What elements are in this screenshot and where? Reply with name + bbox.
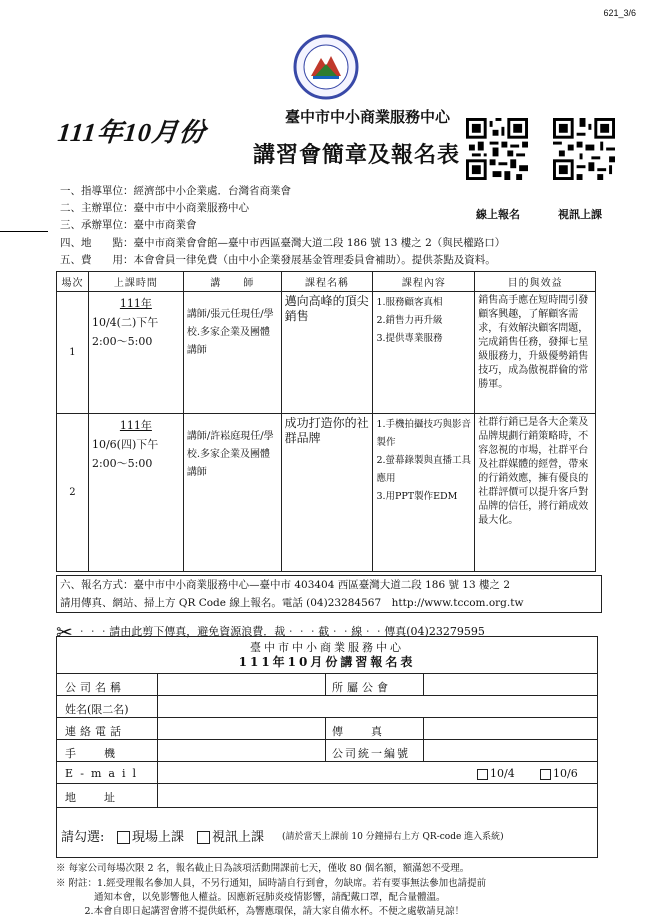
course-goal: 社群行銷已是各大企業及品牌規劃行銷策略時，不容忽視的市場，社群平台及社群媒體的經營，帶來的行銷效應，擁有優良的社群評價可以提升客戶對品牌的信任，將行銷成效最大化。 [475, 414, 596, 572]
fax-label: 傳 真 [332, 725, 384, 738]
course-name: 邁向高峰的頂尖銷售 [281, 292, 373, 414]
footer-note-2: 2.本會自即日起講習會將不提供紙杯，為響應環保，請大家自備水杯。不便之處敬請見諒！ [56, 906, 465, 917]
form-row-company [57, 673, 597, 696]
form-divider [325, 717, 326, 761]
registration-form [56, 636, 598, 858]
table-row [57, 292, 596, 414]
content-item: 1.服務顧客真相 [376, 297, 443, 308]
session-option-2[interactable]: 10/6 [540, 767, 578, 780]
content-item: 1.手機拍攝技巧與影音製作 [376, 419, 472, 448]
association-logo [293, 34, 359, 100]
form-header [57, 637, 597, 670]
margin-line [0, 231, 48, 232]
taxid-label: 公司統一編號 [332, 747, 410, 760]
phone-label: 連絡電話 [65, 725, 125, 738]
lecturer: 講師/許崧庭現任/學校.多家企業及團體講師 [183, 414, 281, 572]
content-item: 2.銷售力再升級 [376, 315, 443, 326]
video-option[interactable]: 視訊上課 [197, 826, 264, 845]
registration-method [56, 575, 602, 613]
schedule-table [56, 271, 596, 572]
form-header-org: 臺中市中小商業服務中心 [250, 641, 404, 654]
video-class-label: 視訊上課 [558, 208, 602, 221]
session-option-1[interactable]: 10/4 [477, 767, 515, 780]
content-item: 3.提供專業服務 [376, 333, 443, 344]
header-content: 課程內容 [373, 272, 475, 292]
form-divider [325, 673, 326, 695]
form-row-mobile [57, 739, 597, 762]
address-label: 地 址 [65, 791, 117, 804]
session-number: 1 [57, 292, 89, 414]
video-class-qr-code[interactable] [553, 118, 615, 180]
course-goal: 銷售高手應在短時間引發顧客興趣，了解顧客需求，有效解決顧客問題，完成銷售任務，發揮七星級服務力，升級優勢銷售技巧，成為傲視群倫的常勝軍。 [475, 292, 596, 414]
session-time [88, 292, 183, 414]
document-number: 621_3/6 [603, 8, 636, 18]
session-number: 2 [57, 414, 89, 572]
content-item: 3.用PPT製作EDM [376, 491, 458, 502]
info-contractor: 三、承辦單位：臺中市商業會 [60, 219, 197, 231]
header-lecturer: 講 師 [183, 272, 281, 292]
title-date: 111年10月份 [56, 118, 208, 147]
info-fee: 五、費 用：本會會員一律免費（由中小企業發展基金管理委員會補助）。提供茶點及資料。 [60, 254, 496, 266]
info-venue: 四、地 點：臺中市商業會會館—臺中市西區臺灣大道二段 186 號 13 樓之 2（與民權路口） [60, 237, 506, 249]
registration-line-1: 六、報名方式：臺中市中小商業服務中心—臺中市 403404 西區臺灣大道二段 186 號 13 樓之 2 [60, 579, 511, 591]
form-divider [423, 717, 424, 761]
form-row-phone [57, 717, 597, 740]
session-year: 111年 [119, 297, 152, 310]
company-label: 公司名稱 [65, 681, 125, 694]
name-label: 姓名(限二名) [65, 703, 129, 716]
session-hours: 2:00～5:00 [91, 335, 153, 348]
header-goal: 目的與效益 [475, 272, 596, 292]
online-registration-label: 線上報名 [476, 208, 520, 221]
checkbox-icon[interactable] [117, 831, 130, 844]
cut-line-text: ‧‧‧請由此剪下傳真，避免資源浪費．裁‧‧‧截‧‧線‧‧傳真(04)23279595 [76, 625, 485, 638]
checkbox-icon[interactable] [540, 769, 551, 780]
footer-note-1b: 通知本會，以免影響他人權益。因應新冠肺炎疫情影響，請配戴口罩，配合量體溫。 [56, 892, 446, 903]
video-note: (請於當天上課前 10 分鐘掃右上方 QR-code 進入系統) [282, 832, 504, 842]
onsite-option[interactable]: 現場上課 [117, 826, 184, 845]
session-time [88, 414, 183, 572]
check-label: 請勾選: [61, 830, 105, 845]
checkbox-icon[interactable] [477, 769, 488, 780]
session-year: 111年 [119, 419, 152, 432]
table-row [57, 414, 596, 572]
page-title: 講習會簡章及報名表 [253, 143, 461, 168]
session-hours: 2:00～5:00 [91, 457, 153, 470]
session-date: 10/6(四)下午 [91, 438, 159, 451]
form-header-title: 111年10月份講習報名表 [238, 655, 416, 669]
header-time: 上課時間 [88, 272, 183, 292]
info-guidance: 一、指導單位：經濟部中小企業處．台灣省商業會 [60, 185, 291, 197]
form-row-name [57, 695, 597, 718]
registration-line-2: 請用傳真、網站、掃上方 QR Code 線上報名。電話 (04)23284567 http://www.tccom.org.tw [60, 597, 524, 609]
form-row-email [57, 761, 597, 784]
header-course: 課程名稱 [281, 272, 373, 292]
online-registration-qr-code[interactable] [466, 118, 528, 180]
title-organization: 臺中市中小商業服務中心 [285, 108, 451, 126]
info-organizer: 二、主辦單位：臺中市中小商業服務中心 [60, 202, 249, 214]
form-divider [157, 673, 158, 807]
session-date: 10/4(二)下午 [91, 316, 159, 329]
form-row-address [57, 783, 597, 808]
footer-note-quota: ※ 每家公司每場次限 2 名，報名截止日為該項活動開課前七天，僅收 80 個名額，額滿恕不受理。 [56, 863, 470, 874]
checkbox-icon[interactable] [197, 831, 210, 844]
table-header-row [57, 272, 596, 292]
course-content [373, 414, 475, 572]
lecturer: 講師/張元任現任/學校.多家企業及團體講師 [183, 292, 281, 414]
footer-note-1: ※ 附註：1.經受理報名參加人員，不另行通知，屆時請自行到會，勿缺席。若有要事無法參加也請提前 [56, 878, 487, 889]
header-session: 場次 [57, 272, 89, 292]
association-label: 所屬公會 [332, 681, 392, 694]
course-name: 成功打造你的社群品牌 [281, 414, 373, 572]
email-label: E-mail [65, 767, 143, 780]
form-divider [423, 673, 424, 695]
content-item: 2.螢幕錄製與直播工具應用 [376, 455, 472, 484]
scissors-icon: ✂ [56, 620, 73, 644]
form-row-attendance [57, 807, 597, 858]
mobile-label: 手 機 [65, 747, 117, 760]
course-content [373, 292, 475, 414]
